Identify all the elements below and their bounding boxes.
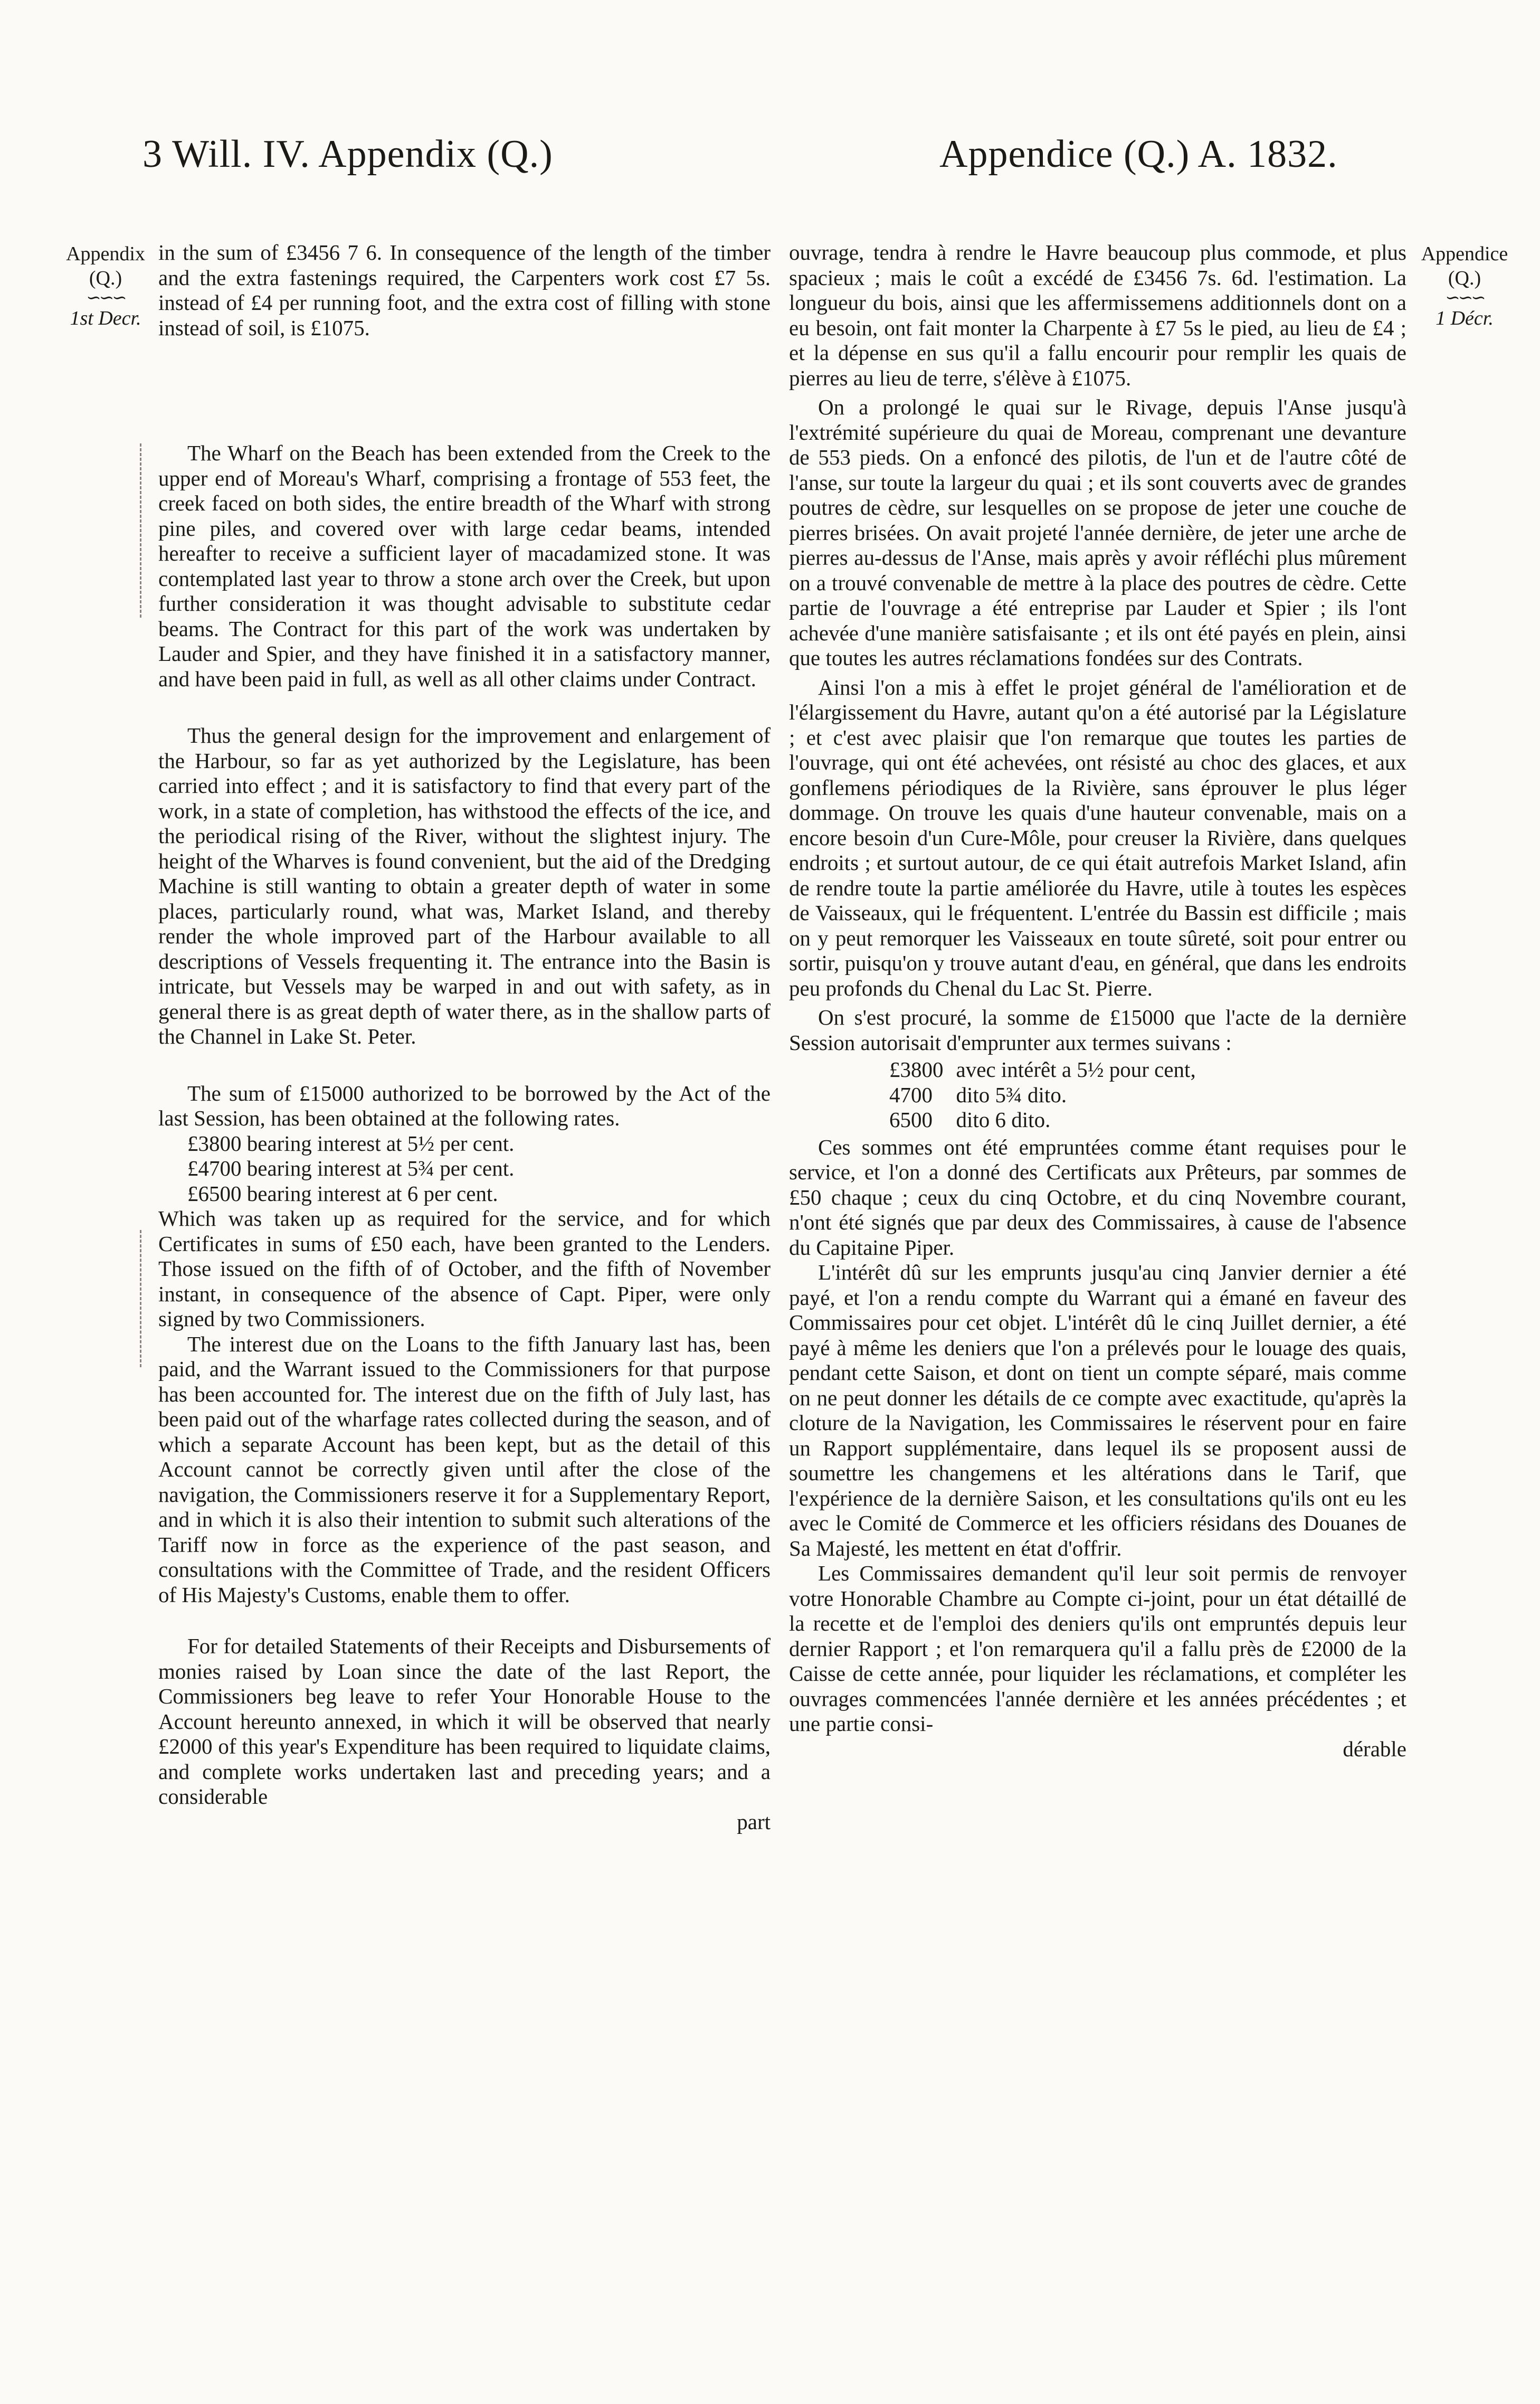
rate-amount: 4700: [889, 1082, 933, 1107]
margin-guide-line: [140, 443, 143, 618]
english-paragraph: Thus the general design for the improvement and enlargement of the Harbour, so far as yet authorized by the Legislature, has been carried into effect ; and it is satisfactory to find that every part of the work, in a state of completion, has withstood the effects of the ice, and the periodical rising of the River, without the slightest injury. The height of the Wharves is found convenient, but the aid of the Dredging Machine is still wanting to obtain a greater depth of water in some places, particularly round, what was, Market Island, and thereby render the whole improved part of the Harbour available to all descriptions of Vessels frequenting it. The entrance into the Basin is intricate, but Vessels may be warped in and out with safety, as in general there is as great depth of water there, as in the shallow parts of the Channel in Lake St. Peter.: [158, 723, 771, 1048]
catchword: dérable: [1343, 1736, 1406, 1761]
french-paragraph: L'intérêt dû sur les emprunts jusqu'au cinq Janvier dernier a été payé, et l'on a rendu compte du Warrant qui a émané en faveur des Commissaires pour cet objet. L'intérêt dû le cinq Juillet dernier, a été payé à même les deniers que l'on a prélevés pour le louage des quais, pendant cette Saison, et dont on tient un compte séparé, mais comme on ne peut donner les détails de ce compte avec exactitude, qu'après la cloture de la Navigation, les Commissaires le réservent pour en faire un Rapport supplémentaire, dans lequel ils se proposent aussi de soumettre les changemens et les altérations dans le Tarif, que l'expérience de la dernière Saison, et les consultations qu'ils ont eu les avec le Comité de Commerce et les officiers résidans des Douanes de Sa Majesté, les mettent en état d'offrir.: [789, 1260, 1406, 1560]
rate-terms: dito 6 dito.: [956, 1108, 1051, 1132]
english-paragraph: The interest due on the Loans to the fifth January last has, been paid, and the Warrant issued to the Commissioners for that purpose has been accounted for. The interest due on the fifth of July last, has been paid out of the wharfage rates collected during the season, and of which a separate Account has been kept, but as the detail of this Account cannot be correctly given until after the close of the navigation, the Commissioners reserve it for a Supplementary Report, and in which it is also their intention to submit such alterations of the Tariff now in force as the experience of the past season, and consultations with the Committee of Trade, and the resident Officers of His Majesty's Customs, enable them to offer.: [158, 1331, 771, 1607]
margin-note-right-line2: (Q.): [1448, 267, 1481, 289]
swash-ornament-icon: ∽∽∽: [1445, 288, 1484, 308]
rate-line: £4700 bearing interest at 5¾ per cent.: [187, 1156, 515, 1180]
french-paragraph: Ainsi l'on a mis à effet le projet général de l'amélioration et de l'élargissement du Havre, autant qu'on a été autorisé par la Législature ; et c'est avec plaisir que l'on remarque que toutes les parties de l'ouvrage, qui ont été achevées, ont résisté au choc des glaces, et aux gonflemens périodiques de la Rivière, sans éprouver le plus léger dommage. On trouve les quais d'une hauteur convenable, mais on a encore besoin d'un Cure-Môle, pour creuser la Rivière, dans quelques endroits ; et surtout autour, de ce qui était autrefois Market Island, afin de rendre toute la partie améliorée du Havre, utile à toutes les espèces de Vaisseaux, qui le fréquentent. L'entrée du Bassin est difficile ; mais on y peut remorquer les Vaisseaux en toute sûreté, soit pour entrer ou sortir, puisqu'on y trouve autant d'eau, en général, que dans les endroits peu profonds du Chenal du Lac St. Pierre.: [789, 675, 1406, 1000]
english-column: [158, 240, 771, 1834]
rate-amount: £3800: [889, 1057, 944, 1082]
rate-line: £6500 bearing interest at 6 per cent.: [187, 1181, 498, 1206]
rate-terms: dito 5¾ dito.: [956, 1082, 1067, 1107]
margin-note-right: [1409, 242, 1520, 330]
margin-note-left-line3: 1st Decr.: [70, 307, 141, 329]
margin-note-left-line1: Appendix: [66, 243, 145, 265]
catchword: part: [737, 1809, 771, 1834]
french-paragraph: Ces sommes ont été empruntées comme étant requises pour le service, et l'on a donné des Certificats aux Prêteurs, par sommes de £50 chaque ; ceux du cinq Octobre, et du cinq Novembre courant, n'ont été signés que par deux des Commissaires, à cause de l'absence du Capitaine Piper.: [789, 1134, 1406, 1260]
margin-note-left: [53, 242, 158, 330]
english-paragraph: The Wharf on the Beach has been extended from the Creek to the upper end of Moreau's Wharf, comprising a frontage of 553 feet, the creek faced on both sides, the entire breadth of the Wharf with strong pine piles, and covered over with large cedar beams, intended hereafter to receive a sufficient layer of macadamized stone. It was contemplated last year to throw a stone arch over the Creek, but upon further consideration it was thought advisable to substitute cedar beams. The Contract for this part of the work was undertaken by Lauder and Spier, and they have finished it in a satisfactory manner, and have been paid in full, as well as all other claims under Contract.: [158, 441, 771, 691]
page-header: [0, 132, 1540, 190]
header-right: Appendice (Q.) A. 1832.: [939, 132, 1338, 176]
rate-amount: 6500: [889, 1108, 933, 1132]
french-paragraph: On a prolongé le quai sur le Rivage, depuis l'Anse jusqu'à l'extrémité supérieure du quai de Moreau, comprenant une devanture de 553 pieds. On a enfoncé des pilotis, de l'un et de l'autre côté de l'anse, sur toute la largeur du quai ; et ils sont couverts avec de grandes poutres de cèdre, sur lesquelles on se propose de jeter une couche de pierres brisées. On avait projeté l'année dernière, de jeter une arche de pierres au-dessus de l'Anse, mais après y avoir réfléchi plus mûrement on a trouvé convenable de mettre à la place des poutres de cèdre. Cette partie de l'ouvrage a été entreprise par Lauder et Spier ; ils l'ont achevée d'une manière satisfaisante ; et ils ont été payés en plein, ainsi que toutes les autres réclamations fondées sur des Contrats.: [789, 395, 1406, 670]
margin-guide-line: [140, 1230, 143, 1367]
french-rates-table: [889, 1057, 1209, 1133]
french-column: [789, 240, 1406, 1762]
french-paragraph: ouvrage, tendra à rendre le Havre beaucoup plus commode, et plus spacieux ; mais le coût a excédé de £3456 7s. 6d. l'estimation. La longueur du bois, ainsi que les affermissemens additionnels dont on a eu besoin, ont fait monter la Charpente à £7 5s le pied, au lieu de £4 ; et la dépense en sus qu'il a fallu encourir pour remplir les quais de pierres au lieu de terre, s'élève à £1075.: [789, 240, 1406, 390]
english-paragraph: Which was taken up as required for the service, and for which Certificates in sums of £50 each, have been granted to the Lenders. Those issued on the fifth of of October, and the fifth of November instant, in consequence of the absence of Capt. Piper, were only signed by two Commissioners.: [158, 1206, 771, 1331]
table-row: [889, 1083, 1209, 1108]
swash-ornament-icon: ∽∽∽: [86, 288, 125, 308]
english-paragraph: in the sum of £3456 7 6. In consequence of the length of the timber and the extra fastenings required, the Carpenters work cost £7 5s. instead of £4 per running foot, and the extra cost of filling with stone instead of soil, is £1075.: [158, 240, 771, 340]
french-paragraph: On s'est procuré, la somme de £15000 que l'acte de la dernière Session autorisait d'emprunter aux termes suivans :: [789, 1005, 1406, 1055]
header-left: 3 Will. IV. Appendix (Q.): [142, 132, 553, 176]
english-rates-list: [187, 1131, 771, 1207]
margin-note-left-line2: (Q.): [89, 267, 122, 289]
rate-line: £3800 bearing interest at 5½ per cent.: [187, 1131, 515, 1156]
table-row: [889, 1108, 1209, 1133]
margin-note-right-line3: 1 Décr.: [1436, 307, 1494, 329]
english-paragraph: For for detailed Statements of their Receipts and Disbursements of monies raised by Loan since the date of the last Report, the Commissioners beg leave to refer Your Honorable House to the Account hereunto annexed, in which it will be observed that nearly £2000 of this year's Expenditure has been required to liquidate claims, and complete works undertaken last and preceding years; and a considerable: [158, 1634, 771, 1809]
rate-terms: avec intérêt a 5½ pour cent,: [956, 1057, 1196, 1082]
english-paragraph: The sum of £15000 authorized to be borrowed by the Act of the last Session, has been obtained at the following rates.: [158, 1081, 771, 1130]
french-paragraph: Les Commissaires demandent qu'il leur soit permis de renvoyer votre Honorable Chambre au Compte ci-joint, pour un état détaillé de la recette et de l'emploi des deniers qu'ils ont empruntés depuis leur dernier Rapport ; et l'on remarquera qu'il a fallu près de £2000 de la Caisse de cette année, pour liquider les réclamations, et compléter les ouvrages commencées l'année dernière et les années précédentes ; et une partie consi-: [789, 1561, 1406, 1736]
margin-note-right-line1: Appendice: [1421, 243, 1508, 265]
table-row: [889, 1057, 1209, 1083]
